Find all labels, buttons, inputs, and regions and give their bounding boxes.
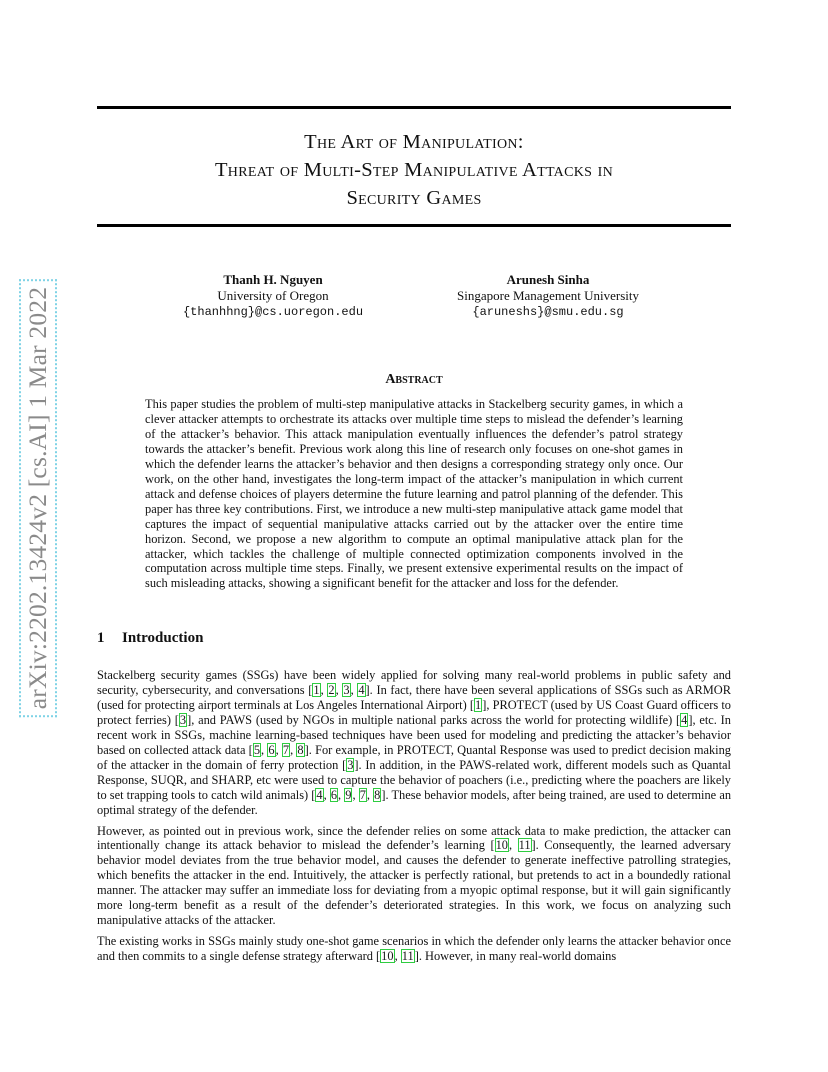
paragraph: The existing works in SSGs mainly study one-shot game scenarios in which the defender only learns the attacker behavior once and then commits to a single defense strategy afterward [10, 11]. However, in many real-world domains <box>97 934 731 964</box>
citation-link[interactable]: 7 <box>359 787 366 802</box>
title-line-3: Security Games <box>346 187 482 209</box>
citation-link[interactable]: 2 <box>328 682 335 697</box>
citation-link[interactable]: 4 <box>681 712 688 727</box>
author-affiliation: Singapore Management University <box>457 288 639 303</box>
author-affiliation: University of Oregon <box>217 288 329 303</box>
section-heading <box>97 630 203 647</box>
title-line-1: The Art of Manipulation: <box>304 131 524 153</box>
citation-link[interactable]: 1 <box>313 682 320 697</box>
citation-link[interactable]: 5 <box>253 742 261 757</box>
paragraph: However, as pointed out in previous work, since the defender relies on some attack data to make prediction, the attacker can intentionally change its attack behavior to mislead the defender’s learning [10, 11]. Consequently, the learned adversary behavior model deviates from the true behavior model, and causes the defender to generate ineffective patrolling strategies, which benefits the attacker in the end. Intuitively, the attacker is perfectly rational, but pretends to act in a boundedly rational manner. The attacker may suffer an immediate loss for deviating from a myopic optimal response, but it will gain significantly more long-term benefit as a result of the defender’s deteriorated strategies. In this work, we focus on analyzing such manipulative attacks of the attacker. <box>97 823 731 928</box>
author-2 <box>418 272 678 320</box>
citation-link[interactable]: 10 <box>495 838 508 853</box>
citation-link[interactable]: 9 <box>345 787 352 802</box>
citation-link[interactable]: 6 <box>330 787 338 802</box>
title-line-2: Threat of Multi-Step Manipulative Attacks in <box>214 159 614 181</box>
author-email: {aruneshs}@smu.edu.sg <box>472 305 624 319</box>
citation-link[interactable]: 8 <box>374 787 381 802</box>
citation-link[interactable]: 4 <box>358 682 365 697</box>
section-title: Introduction <box>122 630 204 646</box>
introduction-body <box>97 668 731 970</box>
citation-link[interactable]: 3 <box>179 712 187 727</box>
title-top-rule <box>97 106 731 109</box>
citation-link[interactable]: 7 <box>282 742 290 757</box>
section-number: 1 <box>97 630 105 646</box>
citation-link[interactable]: 4 <box>316 787 323 802</box>
author-name: Arunesh Sinha <box>506 272 590 287</box>
citation-link[interactable]: 3 <box>347 757 354 772</box>
citation-link[interactable]: 1 <box>474 697 482 712</box>
citation-link[interactable]: 11 <box>401 949 414 964</box>
citation-link[interactable]: 11 <box>518 838 531 853</box>
arxiv-identifier: arXiv:2202.13424v2 [cs.AI] 1 Mar 2022 <box>19 279 57 717</box>
author-email: {thanhhng}@cs.uoregon.edu <box>182 305 364 319</box>
citation-link[interactable]: 3 <box>343 682 350 697</box>
author-1 <box>143 272 403 320</box>
title-bottom-rule <box>97 224 731 227</box>
citation-link[interactable]: 8 <box>297 742 304 757</box>
citation-link[interactable]: 6 <box>268 742 275 757</box>
citation-link[interactable]: 10 <box>381 949 394 964</box>
abstract-heading: Abstract <box>385 372 443 387</box>
paragraph: Stackelberg security games (SSGs) have been widely applied for solving many real-world problems in public safety and security, cybersecurity, and conversations [1, 2, 3, 4]. In fact, there have been several applications of SSGs such as ARMOR (used for protecting airport terminals at Los Angeles International Airport) [1], PROTECT (used by US Coast Guard officers to protect ferries) [3], and PAWS (used by NGOs in multiple national parks across the world for protecting wildlife) [4], etc. In recent work in SSGs, machine learning-based techniques have been used for modeling and predicting the attacker’s behavior based on collected attack data [5, 6, 7, 8]. For example, in PROTECT, Quantal Response was used to predict decision making of the attacker in the domain of ferry protection [3]. In addition, in the PAWS-related work, different models such as Quantal Response, SUQR, and SHARP, etc were used to capture the behavior of poachers (i.e., predicting where the poachers are likely to set trapping tools to catch wild animals) [4, 6, 9, 7, 8]. These behavior models, after being trained, are used to determine an optimal strategy of the defender. <box>97 668 732 817</box>
author-name: Thanh H. Nguyen <box>223 272 323 287</box>
abstract-text: This paper studies the problem of multi-step manipulative attacks in Stackelberg security games, in which a clever attacker attempts to orchestrate its attacks over multiple time steps to mislead the defender’s learning of the attacker’s behavior. This attack manipulation eventually influences the defender’s patrol strategy towards the attacker’s benefit. Previous work along this line of research only focuses on one-shot games in which the defender learns the attacker’s behavior and then designs a corresponding strategy only once. Our work, on the other hand, investigates the long-term impact of the attacker’s manipulation in which current attack and defense choices of players determine the future learning and patrol planning of the defender. This paper has three key contributions. First, we introduce a new multi-step manipulative attack game model that captures the impact of sequential manipulative attacks carried out by the attacker over the entire time horizon. Second, we propose a new algorithm to compute an optimal manipulative attack plan for the attacker, which tackles the challenge of multiple connected optimization components involved in the computation across multiple time steps. Finally, we present extensive experimental results on the impact of such misleading attacks, showing a significant benefit for the attacker and loss for the defender. <box>145 397 683 591</box>
paper-title <box>97 128 731 212</box>
